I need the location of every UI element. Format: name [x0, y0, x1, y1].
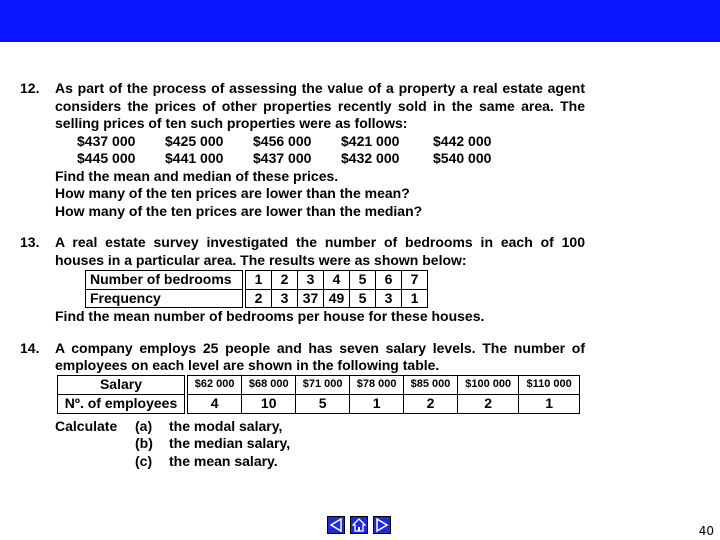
table-cell: 3 [376, 289, 402, 308]
row-header: Number of bedrooms [86, 271, 245, 290]
row-header: Nº. of employees [58, 394, 187, 413]
row-header: Frequency [86, 289, 245, 308]
instruction-line: Find the mean number of bedrooms per house for these houses. [55, 308, 485, 324]
question-number: 14. [20, 339, 40, 356]
instruction-line: Find the mean and median of these prices. [55, 167, 339, 184]
question-text: A real estate survey investigated the number of bedrooms in each of 100 houses in a particular area. The results were as shown below: [55, 234, 585, 268]
table-cell: 1 [402, 289, 428, 308]
bedrooms-table [85, 270, 428, 308]
table-cell: 5 [350, 271, 376, 290]
part-text: the mean salary. [169, 452, 278, 469]
table-cell: 2 [458, 394, 519, 413]
question-number: 13. [20, 234, 40, 250]
table-row [58, 394, 580, 413]
price-value: $540 000 [433, 150, 492, 166]
part-label: (c) [135, 452, 153, 469]
row-header: Salary [58, 375, 187, 394]
table-cell: 1 [350, 394, 404, 413]
price-value: $445 000 [77, 150, 136, 166]
instruction-line: How many of the ten prices are lower than the mean? [55, 185, 410, 201]
price-value: $437 000 [77, 132, 136, 149]
table-cell: 1 [244, 271, 272, 290]
table-cell: 5 [350, 289, 376, 308]
question-sheet [20, 80, 585, 470]
table-cell: 10 [242, 394, 296, 413]
salary-table [57, 375, 580, 414]
table-cell: 2 [272, 271, 298, 290]
table-cell: 2 [244, 289, 272, 308]
table-row [86, 271, 428, 290]
price-value: $425 000 [165, 132, 224, 149]
top-banner [0, 0, 720, 42]
table-cell: 6 [376, 271, 402, 290]
table-cell: 3 [272, 289, 298, 308]
table-cell: 37 [298, 289, 324, 308]
price-value: $441 000 [165, 150, 224, 166]
question-14 [20, 340, 585, 471]
next-slide-button[interactable] [373, 516, 391, 534]
table-cell: $68 000 [242, 375, 296, 394]
price-value: $432 000 [341, 150, 400, 166]
price-value: $421 000 [341, 132, 400, 149]
home-button[interactable] [350, 516, 368, 534]
price-value: $442 000 [433, 132, 492, 149]
table-cell: $85 000 [404, 375, 458, 394]
question-text: A company employs 25 people and has seven salary levels. The number of employees on each level are shown in the following table. [55, 339, 585, 373]
price-value: $456 000 [253, 132, 312, 149]
table-row [86, 289, 428, 308]
table-cell: 49 [324, 289, 350, 308]
part-text: the modal salary, [169, 417, 283, 434]
calculate-label: Calculate [55, 417, 118, 434]
table-cell: 5 [296, 394, 350, 413]
price-value: $437 000 [253, 150, 312, 166]
calculate-parts [55, 418, 585, 471]
part-label: (a) [135, 417, 153, 434]
table-row [58, 375, 580, 394]
question-12 [20, 80, 585, 220]
slide-navigation [327, 516, 391, 534]
table-cell: 1 [519, 394, 580, 413]
table-cell: 4 [186, 394, 242, 413]
home-icon [352, 518, 366, 532]
table-cell: $71 000 [296, 375, 350, 394]
table-cell: $110 000 [519, 375, 580, 394]
table-cell: 4 [324, 271, 350, 290]
question-text: As part of the process of assessing the value of a property a real estate agent considers the prices of other properties recently sold in the same area. The selling prices of ten such properties were as follows: [55, 80, 585, 131]
price-list [77, 133, 585, 168]
part-label: (b) [135, 435, 153, 451]
triangle-left-icon [329, 518, 343, 532]
previous-slide-button[interactable] [327, 516, 345, 534]
table-cell: $78 000 [350, 375, 404, 394]
table-cell: $100 000 [458, 375, 519, 394]
page-number: 40 [698, 524, 714, 538]
triangle-right-icon [375, 518, 389, 532]
table-cell: 2 [404, 394, 458, 413]
table-cell: 7 [402, 271, 428, 290]
question-13 [20, 234, 585, 326]
table-cell: 3 [298, 271, 324, 290]
part-text: the median salary, [169, 435, 291, 451]
instruction-line: How many of the ten prices are lower than the median? [55, 202, 423, 219]
table-cell: $62 000 [186, 375, 242, 394]
question-number: 12. [20, 80, 40, 96]
